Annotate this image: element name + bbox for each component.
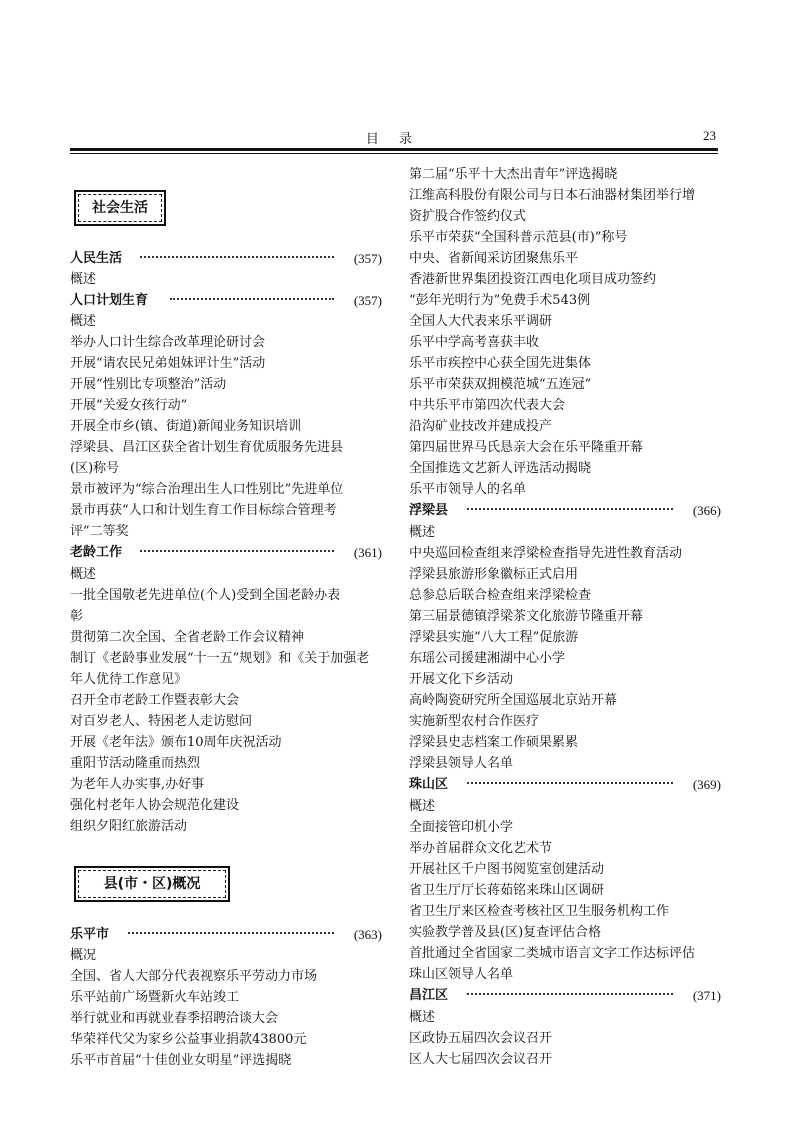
toc-entry[interactable]: 全国、省人大部分代表视察乐平劳动力市场: [70, 969, 318, 984]
toc-entry[interactable]: 实施新型农村合作医疗: [409, 714, 540, 729]
toc-entry[interactable]: 开展“请农民兄弟姐妹评计生”活动: [70, 356, 266, 371]
toc-entry[interactable]: 概述: [70, 272, 97, 287]
header-rule-thin: [70, 153, 718, 154]
section-page: (371): [693, 985, 721, 1006]
section-name: 乐平市: [70, 924, 113, 945]
toc-entry[interactable]: 开展全市乡(镇、街道)新闻业务知识培训: [70, 419, 302, 434]
leader-dots: [467, 508, 673, 510]
toc-entry[interactable]: 资扩股合作签约仪式: [409, 209, 527, 224]
toc-entry[interactable]: 区政协五届四次会议召开: [409, 1031, 553, 1046]
toc-entry[interactable]: 景市被评为“综合治理出生人口性别比”先进单位: [70, 482, 344, 497]
toc-entry[interactable]: 制订《老龄事业发展“十一五”规划》和《关于加强老: [70, 651, 370, 666]
toc-section-changjiang[interactable]: [409, 985, 721, 1006]
toc-entry[interactable]: 实验教学普及县(区)复查评估合格: [409, 925, 602, 940]
section-name: 人民生活: [70, 248, 126, 269]
header-rule: [70, 148, 718, 151]
toc-entry[interactable]: 概述: [70, 314, 97, 329]
toc-entry[interactable]: 组织夕阳红旅游活动: [70, 819, 188, 834]
toc-entry[interactable]: 强化村老年人协会规范化建设: [70, 798, 240, 813]
section-page: (363): [354, 924, 382, 945]
header-title: 目 录: [365, 132, 421, 147]
section-page: (361): [354, 542, 382, 563]
category-box-county-overview: [74, 866, 230, 902]
toc-section-elderly-work[interactable]: [70, 542, 382, 563]
toc-entry[interactable]: 中共乐平市第四次代表大会: [409, 398, 566, 413]
page-header: [70, 128, 716, 146]
toc-entry[interactable]: 乐平市首届“十佳创业女明星”评选揭晓: [70, 1053, 292, 1068]
category-box-label: 社会生活: [78, 194, 162, 222]
toc-section-people-life[interactable]: [70, 248, 382, 269]
toc-entry[interactable]: 省卫生厅厅长蒋茹铭来珠山区调研: [409, 883, 605, 898]
toc-entry[interactable]: 乐平市疾控中心获全国先进集体: [409, 356, 592, 371]
toc-entry[interactable]: 浮梁县旅游形象徽标正式启用: [409, 567, 579, 582]
section-page: (366): [693, 500, 721, 521]
toc-entry[interactable]: 乐平中学高考喜获丰收: [409, 335, 540, 350]
toc-entry[interactable]: 沿沟矿业技改并建成投产: [409, 419, 553, 434]
toc-entry[interactable]: (区)称号: [70, 461, 120, 476]
toc-entry[interactable]: 全国推选文艺新人评选活动揭晓: [409, 461, 592, 476]
toc-entry[interactable]: 评”二等奖: [70, 524, 129, 539]
toc-entry[interactable]: 开展文化下乡活动: [409, 672, 514, 687]
toc-section-family-planning[interactable]: [70, 290, 382, 311]
toc-section-leping[interactable]: [70, 924, 382, 945]
toc-entry[interactable]: 乐平市荣获“全国科普示范县(市)”称号: [409, 230, 628, 245]
toc-entry[interactable]: 为老年人办实事,办好事: [70, 777, 205, 792]
toc-entry[interactable]: 重阳节活动隆重而热烈: [70, 756, 201, 771]
leader-dots: [128, 932, 334, 934]
toc-entry[interactable]: 浮梁县实施“八大工程”促旅游: [409, 630, 579, 645]
category-box-label: 县(市・区)概况: [78, 870, 226, 898]
toc-entry[interactable]: 第三届景德镇浮梁茶文化旅游节隆重开幕: [409, 609, 644, 624]
toc-entry[interactable]: 概况: [70, 948, 97, 963]
toc-entry[interactable]: 开展“性别比专项整治”活动: [70, 377, 227, 392]
toc-entry[interactable]: 概述: [70, 567, 97, 582]
toc-entry[interactable]: 浮梁县史志档案工作硕果累累: [409, 735, 579, 750]
toc-entry[interactable]: 中央、省新闻采访团聚焦乐平: [409, 251, 579, 266]
section-page: (357): [354, 248, 382, 269]
section-page: (357): [354, 290, 382, 311]
toc-entry[interactable]: “彭年光明行为”免费手术543例: [409, 293, 591, 308]
toc-entry[interactable]: 开展《老年法》颁布10周年庆祝活动: [70, 735, 282, 750]
toc-entry[interactable]: 珠山区领导人名单: [409, 967, 514, 982]
leader-dots: [467, 782, 673, 784]
toc-entry[interactable]: 举行就业和再就业春季招聘洽谈大会: [70, 1011, 279, 1026]
toc-entry[interactable]: 第四届世界马氏恳亲大会在乐平隆重开幕: [409, 440, 644, 455]
section-name: 珠山区: [409, 774, 452, 795]
toc-section-zhushan[interactable]: [409, 774, 721, 795]
toc-entry[interactable]: 省卫生厅来区检查考核社区卫生服务机构工作: [409, 904, 670, 919]
toc-section-fuliang[interactable]: [409, 500, 721, 521]
toc-entry[interactable]: 东瑶公司援建湘湖中心小学: [409, 651, 566, 666]
section-name: 昌江区: [409, 985, 452, 1006]
toc-entry[interactable]: 全面接管印机小学: [409, 820, 514, 835]
toc-entry[interactable]: 举办首届群众文化艺术节: [409, 841, 553, 856]
page-number: 23: [703, 128, 716, 143]
toc-entry[interactable]: 彰: [70, 609, 84, 624]
toc-entry[interactable]: 乐平市领导人的名单: [409, 482, 527, 497]
toc-entry[interactable]: 景市再获“人口和计划生育工作目标综合管理考: [70, 503, 337, 518]
toc-entry[interactable]: 华荣祥代父为家乡公益事业捐款43800元: [70, 1032, 307, 1047]
toc-entry[interactable]: 概述: [409, 799, 436, 814]
toc-entry[interactable]: 全国人大代表来乐平调研: [409, 314, 553, 329]
toc-entry[interactable]: 乐平市荣获双拥模范城“五连冠”: [409, 377, 592, 392]
section-name: 浮梁县: [409, 500, 452, 521]
toc-entry[interactable]: 开展社区千户图书阅览室创建活动: [409, 862, 605, 877]
toc-entry[interactable]: 召开全市老龄工作暨表彰大会: [70, 693, 240, 708]
leader-dots: [140, 256, 334, 258]
toc-entry[interactable]: 首批通过全省国家二类城市语言文字工作达标评估: [409, 946, 696, 961]
toc-entry[interactable]: 浮梁县领导人名单: [409, 756, 514, 771]
toc-entry[interactable]: 贯彻第二次全国、全省老龄工作会议精神: [70, 630, 305, 645]
toc-entry[interactable]: 乐平站前广场暨新火车站竣工: [70, 990, 240, 1005]
section-page: (369): [693, 774, 721, 795]
toc-entry[interactable]: 区人大七届四次会议召开: [409, 1052, 553, 1067]
toc-entry[interactable]: 第二届“乐平十大杰出青年”评选揭晓: [409, 167, 618, 182]
toc-entry[interactable]: 年人优待工作意见》: [70, 672, 188, 687]
toc-entry[interactable]: 对百岁老人、特困老人走访慰问: [70, 714, 253, 729]
toc-entry[interactable]: 高岭陶瓷研究所全国巡展北京站开幕: [409, 693, 618, 708]
section-name: 老龄工作: [70, 542, 126, 563]
category-box-social-life: [74, 190, 166, 226]
leader-dots: [170, 298, 334, 300]
section-name: 人口计划生育: [70, 290, 152, 311]
toc-entry[interactable]: 一批全国敬老先进单位(个人)受到全国老龄办表: [70, 588, 341, 603]
toc-entry[interactable]: 总参总后联合检查组来浮梁检查: [409, 588, 592, 603]
toc-entry[interactable]: 概述: [409, 525, 436, 540]
leader-dots: [467, 993, 673, 995]
toc-entry[interactable]: 举办人口计生综合改革理论研讨会: [70, 335, 266, 350]
toc-entry[interactable]: 浮梁县、昌江区获全省计划生育优质服务先进县: [70, 440, 344, 455]
toc-entry[interactable]: 江维高科股份有限公司与日本石油器材集团举行增: [409, 188, 696, 203]
leader-dots: [140, 550, 334, 552]
toc-entry[interactable]: 概述: [409, 1010, 436, 1025]
toc-entry[interactable]: 开展“关爱女孩行动”: [70, 398, 188, 413]
toc-entry[interactable]: 香港新世界集团投资江西电化项目成功签约: [409, 272, 657, 287]
toc-entry[interactable]: 中央巡回检查组来浮梁检查指导先进性教育活动: [409, 546, 683, 561]
